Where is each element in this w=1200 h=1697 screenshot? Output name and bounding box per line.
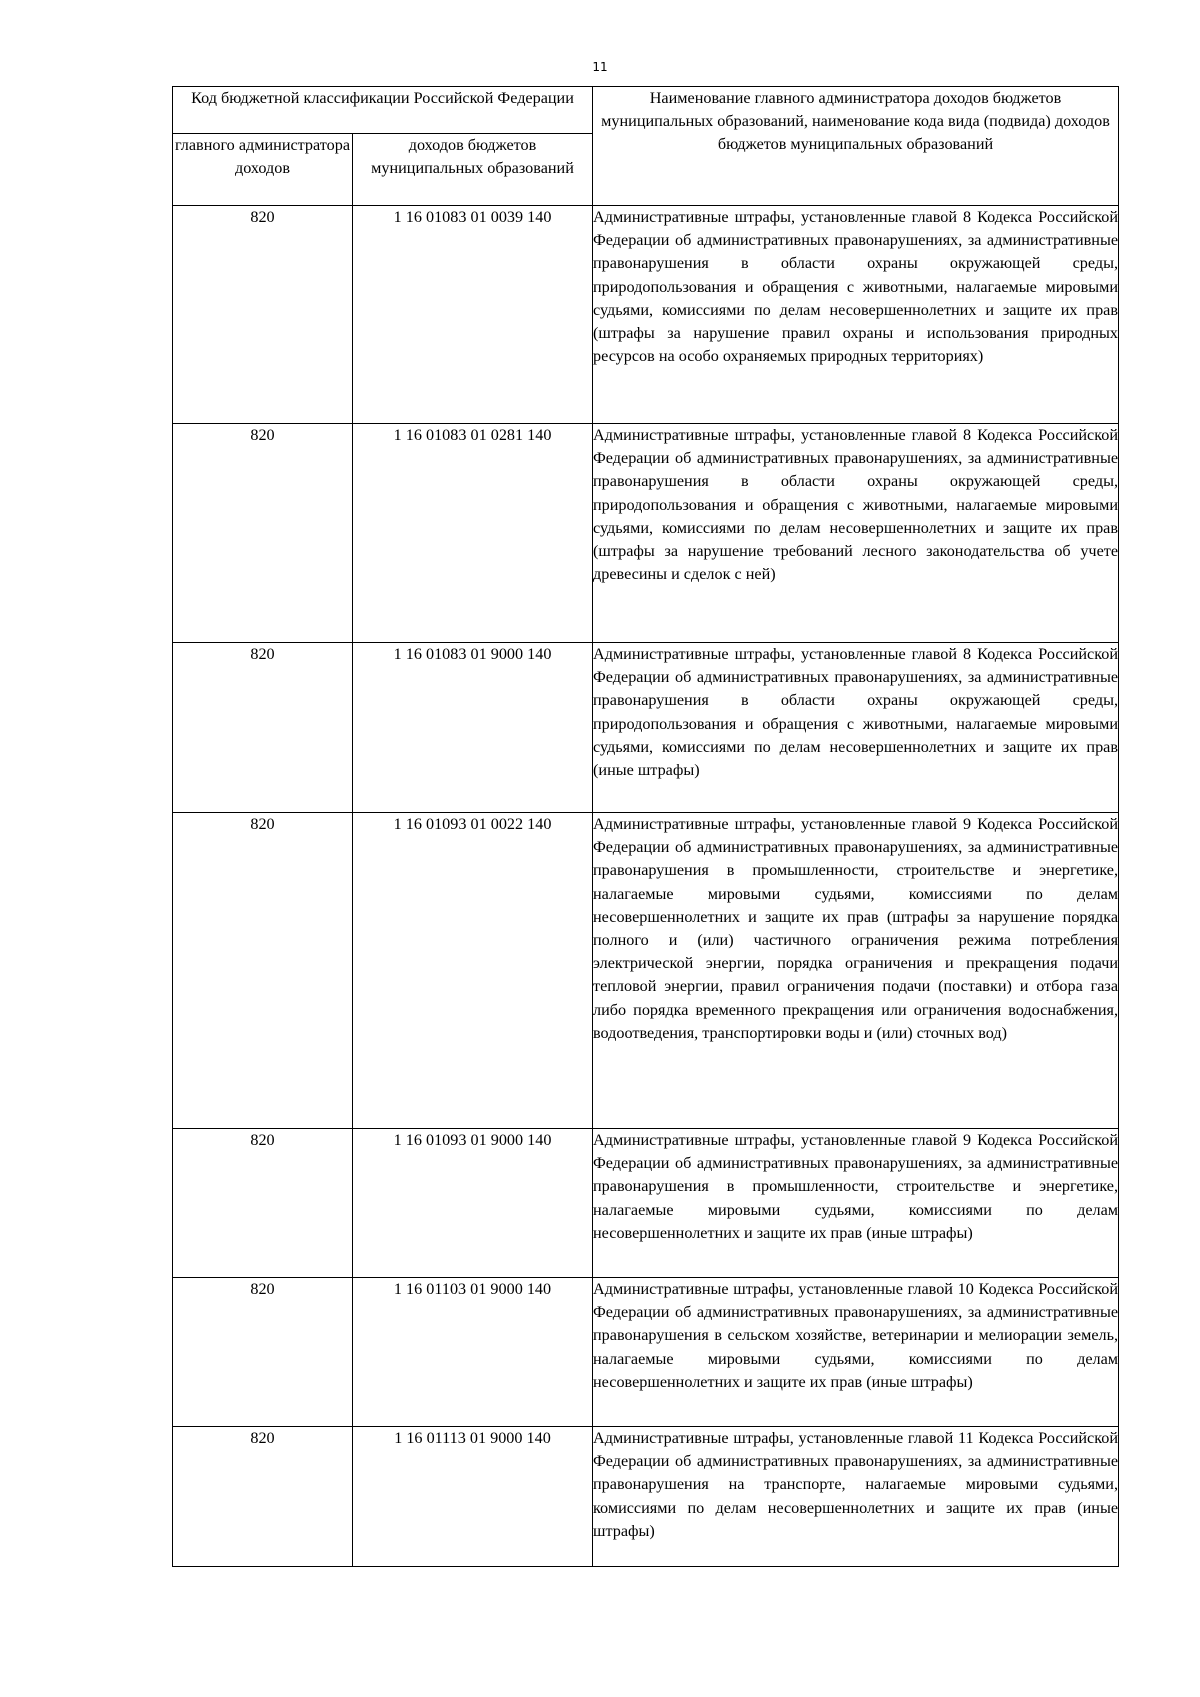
income-code-cell: 1 16 01083 01 9000 140 [353,643,593,813]
header-income-code: доходов бюджетов муниципальных образований [353,134,593,206]
table-header [173,87,1119,206]
admin-code-cell: 820 [173,206,353,424]
table-row [173,813,1119,1129]
admin-code-cell: 820 [173,1278,353,1427]
description-cell: Административные штрафы, установленные главой 11 Кодекса Российской Федерации об административных правонарушениях, за административные правонарушения на транспорте, налагаемые мировыми судьями, комиссиями по делам несовершеннолетних и защите их прав (иные штрафы) [593,1427,1119,1567]
description-cell: Административные штрафы, установленные главой 9 Кодекса Российской Федерации об административных правонарушениях, за административные правонарушения в промышленности, строительстве и энергетике, налагаемые мировыми судьями, комиссиями по делам несовершеннолетних и защите их прав (штрафы за нарушение порядка полного и (или) частичного ограничения режима потребления электрической энергии, порядка ограничения и прекращения подачи тепловой энергии, правил ограничения подачи (поставки) и отбора газа либо порядка временного прекращения или ограничения водоснабжения, водоотведения, транспортировки воды и (или) сточных вод) [593,813,1119,1129]
income-code-cell: 1 16 01113 01 9000 140 [353,1427,593,1567]
header-code-group: Код бюджетной классификации Российской Федерации [173,87,593,134]
admin-code-cell: 820 [173,813,353,1129]
table-row [173,1129,1119,1278]
description-cell: Административные штрафы, установленные главой 10 Кодекса Российской Федерации об административных правонарушениях, за административные правонарушения в сельском хозяйстве, ветеринарии и мелиорации земель, налагаемые мировыми судьями, комиссиями по делам несовершеннолетних и защите их прав (иные штрафы) [593,1278,1119,1427]
description-cell: Административные штрафы, установленные главой 9 Кодекса Российской Федерации об административных правонарушениях, за административные правонарушения в промышленности, строительстве и энергетике, налагаемые мировыми судьями, комиссиями по делам несовершеннолетних и защите их прав (иные штрафы) [593,1129,1119,1278]
admin-code-cell: 820 [173,1427,353,1567]
table-body [173,206,1119,1567]
admin-code-cell: 820 [173,643,353,813]
page-number: 11 [592,60,608,74]
income-code-cell: 1 16 01093 01 9000 140 [353,1129,593,1278]
header-name: Наименование главного администратора доходов бюджетов муниципальных образований, наименование кода вида (подвида) доходов бюджетов муниципальных образований [593,87,1119,206]
description-cell: Административные штрафы, установленные главой 8 Кодекса Российской Федерации об административных правонарушениях, за административные правонарушения в области охраны окружающей среды, природопользования и обращения с животными, налагаемые мировыми судьями, комиссиями по делам несовершеннолетних и защите их прав (иные штрафы) [593,643,1119,813]
description-cell: Административные штрафы, установленные главой 8 Кодекса Российской Федерации об административных правонарушениях, за административные правонарушения в области охраны окружающей среды, природопользования и обращения с животными, налагаемые мировыми судьями, комиссиями по делам несовершеннолетних и защите их прав (штрафы за нарушение требований лесного законодательства об учете древесины и сделок с ней) [593,424,1119,643]
income-code-cell: 1 16 01083 01 0039 140 [353,206,593,424]
admin-code-cell: 820 [173,1129,353,1278]
income-code-cell: 1 16 01083 01 0281 140 [353,424,593,643]
table-row [173,1427,1119,1567]
header-admin: главного администратора доходов [173,134,353,206]
budget-classification-table [172,86,1119,1567]
table-row [173,643,1119,813]
income-code-cell: 1 16 01093 01 0022 140 [353,813,593,1129]
table-row [173,1278,1119,1427]
table-row [173,424,1119,643]
table-row [173,206,1119,424]
income-code-cell: 1 16 01103 01 9000 140 [353,1278,593,1427]
description-cell: Административные штрафы, установленные главой 8 Кодекса Российской Федерации об административных правонарушениях, за административные правонарушения в области охраны окружающей среды, природопользования и обращения с животными, налагаемые мировыми судьями, комиссиями по делам несовершеннолетних и защите их прав (штрафы за нарушение правил охраны и использования природных ресурсов на особо охраняемых природных территориях) [593,206,1119,424]
admin-code-cell: 820 [173,424,353,643]
